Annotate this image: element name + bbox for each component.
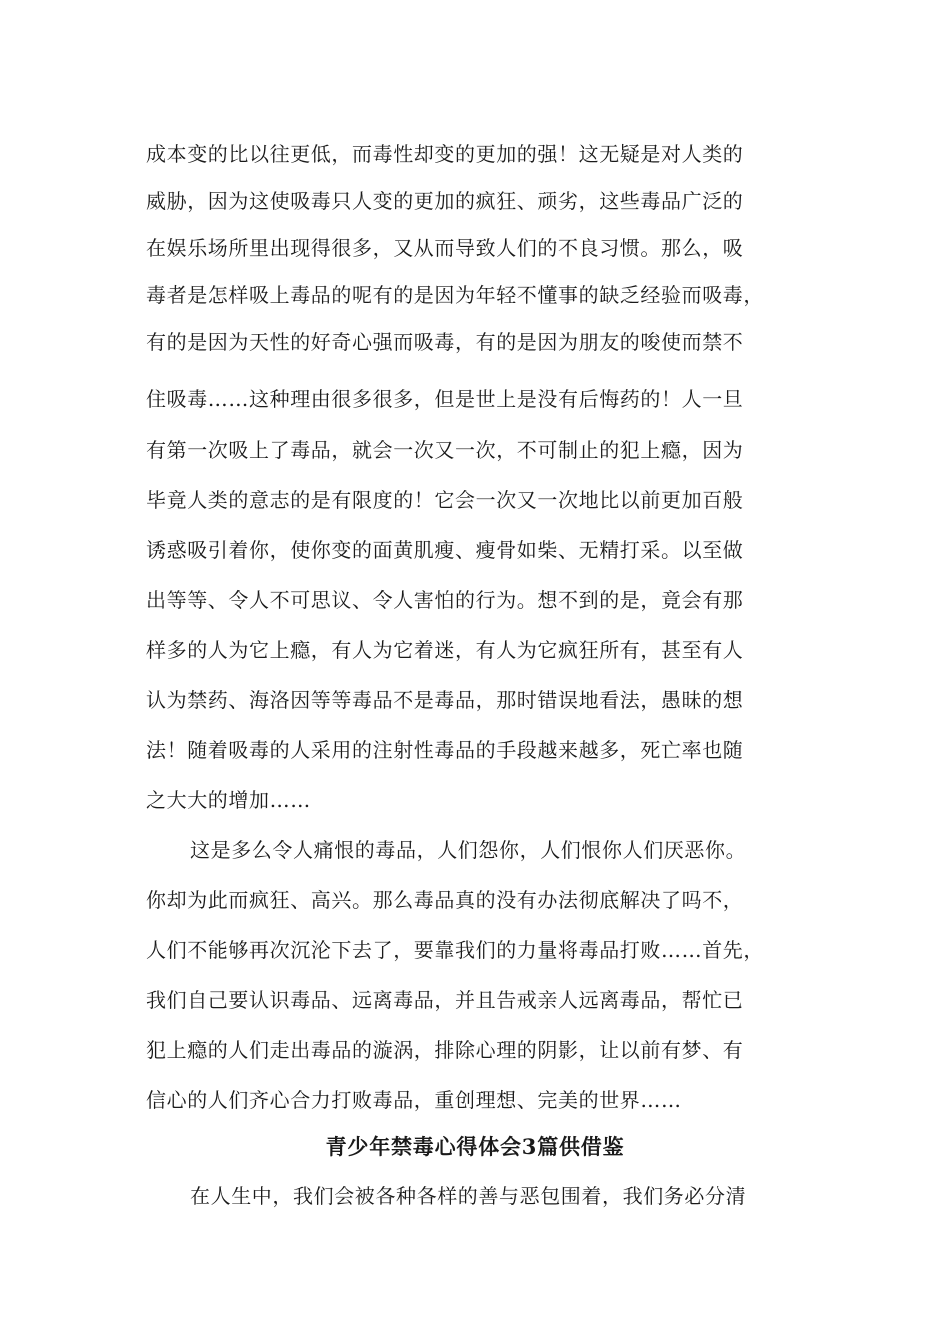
text-line: 有第一次吸上了毒品，就会一次又一次，不可制止的犯上瘾，因为 [146,438,744,462]
text-line: 信心的人们齐心合力打败毒品，重创理想、完美的世界…… [146,1088,682,1112]
text-line: 在人生中，我们会被各种各样的善与恶包围着，我们务必分清 [190,1184,747,1208]
text-line: 这是多么令人痛恨的毒品，人们怨你，人们恨你人们厌恶你。 [190,838,747,862]
text-line: 威胁，因为这使吸毒只人变的更加的疯狂、顽劣，这些毒品广泛的 [146,189,744,213]
text-line: 认为禁药、海洛因等等毒品不是毒品，那时错误地看法，愚昧的想 [146,688,744,712]
text-line: 我们自己要认识毒品、远离毒品，并且告戒亲人远离毒品，帮忙已 [146,988,744,1012]
text-line: 出等等、令人不可思议、令人害怕的行为。想不到的是，竟会有那 [146,588,744,612]
text-line: 成本变的比以往更低，而毒性却变的更加的强！这无疑是对人类的 [146,142,744,166]
section-heading: 青少年禁毒心得体会3篇供借鉴 [325,1134,625,1159]
text-line: 有的是因为天性的好奇心强而吸毒，有的是因为朋友的唆使而禁不 [146,330,744,354]
text-line: 法！随着吸毒的人采用的注射性毒品的手段越来越多，死亡率也随 [146,738,744,762]
text-line: 犯上瘾的人们走出毒品的漩涡，排除心理的阴影，让以前有梦、有 [146,1038,744,1062]
text-line: 样多的人为它上瘾，有人为它着迷，有人为它疯狂所有，甚至有人 [146,638,744,662]
text-line: 在娱乐场所里出现得很多，又从而导致人们的不良习惯。那么，吸 [146,236,744,260]
text-line: 毕竟人类的意志的是有限度的！它会一次又一次地比以前更加百般 [146,488,744,512]
text-line: 住吸毒……这种理由很多很多，但是世上是没有后悔药的！人一旦 [146,387,744,411]
text-line: 毒者是怎样吸上毒品的呢有的是因为年轻不懂事的缺乏经验而吸毒， [146,283,764,307]
text-line: 诱惑吸引着你，使你变的面黄肌瘦、瘦骨如柴、无精打采。以至做 [146,538,744,562]
text-line: 你却为此而疯狂、高兴。那么毒品真的没有办法彻底解决了吗不， [146,888,744,912]
text-line: 人们不能够再次沉沦下去了，要靠我们的力量将毒品打败……首先， [146,938,764,962]
text-line: 之大大的增加…… [146,788,311,812]
